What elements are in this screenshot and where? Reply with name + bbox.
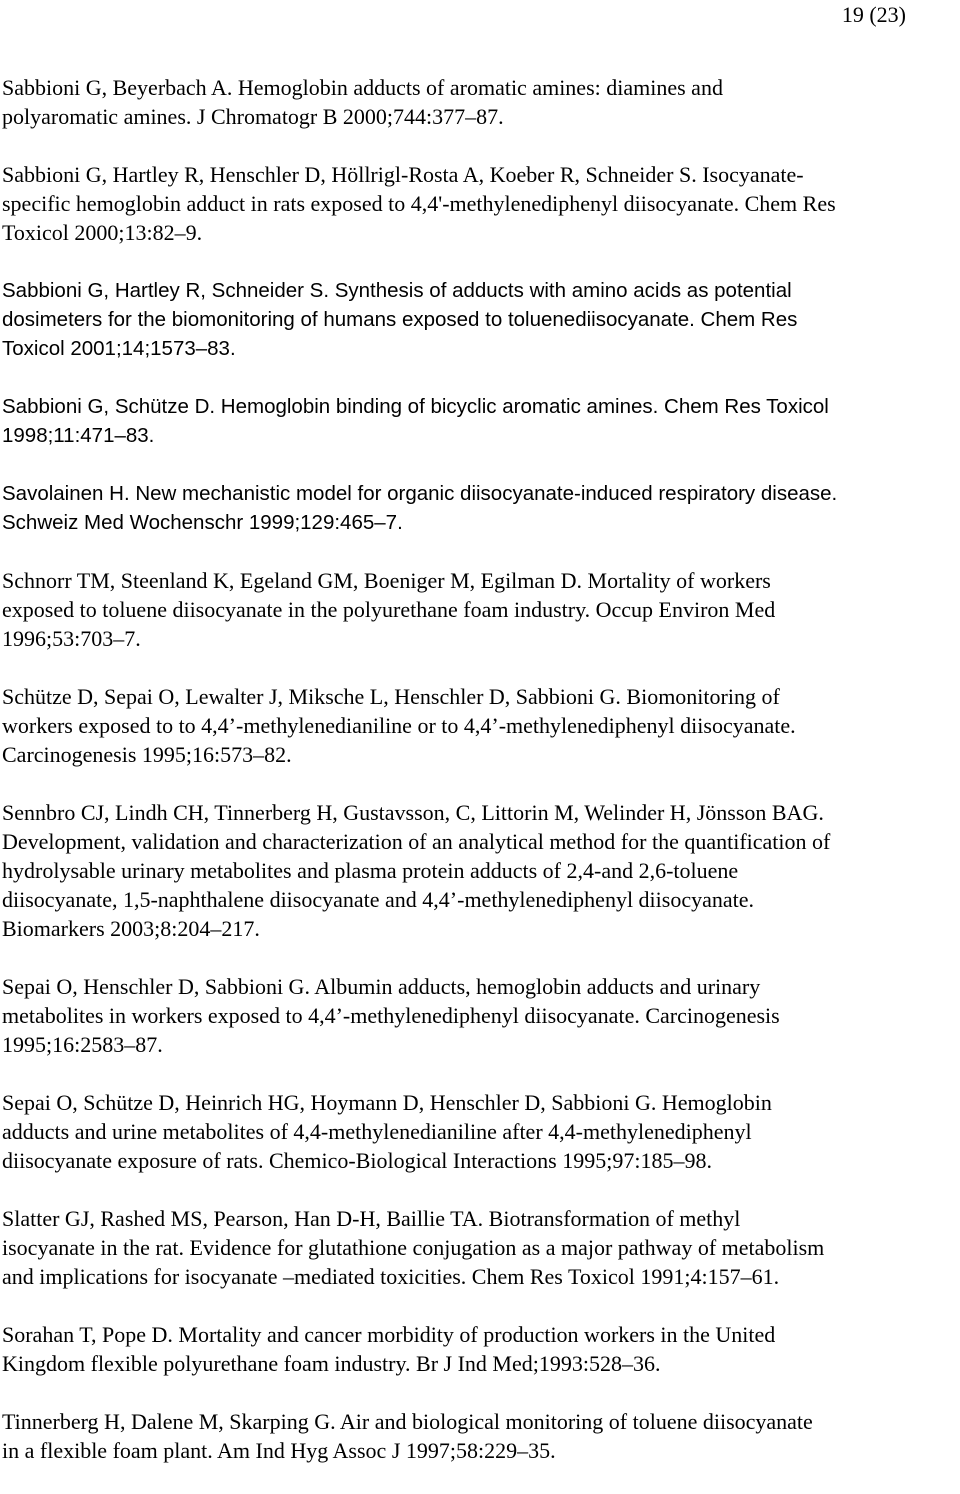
reference-list [2, 73, 960, 1494]
reference-line: metabolites in workers exposed to 4,4’-methylenediphenyl diisocyanate. Carcinogenesis [2, 1003, 780, 1028]
reference-line: Carcinogenesis 1995;16:573–82. [2, 742, 292, 767]
reference-line: Toxicol 2001;14;1573–83. [2, 337, 236, 360]
reference-entry [2, 1407, 960, 1465]
reference-entry [2, 1088, 960, 1175]
reference-line: 1995;16:2583–87. [2, 1032, 163, 1057]
reference-entry [2, 160, 960, 247]
reference-line: diisocyanate exposure of rats. Chemico-Biological Interactions 1995;97:185–98. [2, 1148, 712, 1173]
reference-line: in a flexible foam plant. Am Ind Hyg Assoc J 1997;58:229–35. [2, 1438, 556, 1463]
reference-line: 1998;11:471–83. [2, 424, 155, 447]
reference-line: workers exposed to to 4,4’-methylenedianiline or to 4,4’-methylenediphenyl diisocyanate. [2, 713, 796, 738]
reference-line: Development, validation and characterization of an analytical method for the quantification of [2, 829, 831, 854]
reference-line: Schütze D, Sepai O, Lewalter J, Miksche L, Henschler D, Sabbioni G. Biomonitoring of [2, 684, 780, 709]
reference-line: Schweiz Med Wochenschr 1999;129:465–7. [2, 511, 403, 534]
reference-line: Sorahan T, Pope D. Mortality and cancer morbidity of production workers in the United [2, 1322, 776, 1347]
reference-entry [2, 276, 960, 363]
reference-line: Sabbioni G, Schütze D. Hemoglobin binding of bicyclic aromatic amines. Chem Res Toxicol [2, 395, 829, 418]
reference-entry [2, 972, 960, 1059]
reference-entry [2, 73, 960, 131]
reference-line: adducts and urine metabolites of 4,4-methylenedianiline after 4,4-methylenediphenyl [2, 1119, 752, 1144]
reference-line: Sabbioni G, Beyerbach A. Hemoglobin adducts of aromatic amines: diamines and [2, 75, 723, 100]
reference-line: exposed to toluene diisocyanate in the polyurethane foam industry. Occup Environ Med [2, 597, 776, 622]
reference-line: Toxicol 2000;13:82–9. [2, 220, 203, 245]
reference-line: Sabbioni G, Hartley R, Schneider S. Synthesis of adducts with amino acids as potential [2, 279, 792, 302]
reference-line: Sepai O, Schütze D, Heinrich HG, Hoymann D, Henschler D, Sabbioni G. Hemoglobin [2, 1090, 772, 1115]
reference-line: Kingdom flexible polyurethane foam industry. Br J Ind Med;1993:528–36. [2, 1351, 661, 1376]
reference-entry [2, 1204, 960, 1291]
reference-line: isocyanate in the rat. Evidence for glutathione conjugation as a major pathway of metabolism [2, 1235, 825, 1260]
reference-line: Biomarkers 2003;8:204–217. [2, 916, 260, 941]
reference-entry [2, 392, 960, 450]
reference-line: Sennbro CJ, Lindh CH, Tinnerberg H, Gustavsson, C, Littorin M, Welinder H, Jönsson BAG. [2, 800, 824, 825]
reference-line: diisocyanate, 1,5-naphthalene diisocyanate and 4,4’-methylenediphenyl diisocyanate. [2, 887, 755, 912]
reference-line: dosimeters for the biomonitoring of humans exposed to toluenediisocyanate. Chem Res [2, 308, 798, 331]
reference-line: 1996;53:703–7. [2, 626, 141, 651]
reference-line: Slatter GJ, Rashed MS, Pearson, Han D-H, Baillie TA. Biotransformation of methyl [2, 1206, 741, 1231]
page-number: 19 (23) [841, 2, 906, 27]
reference-line: Tinnerberg H, Dalene M, Skarping G. Air and biological monitoring of toluene diisocyanate [2, 1409, 813, 1434]
reference-line: Sabbioni G, Hartley R, Henschler D, Höllrigl-Rosta A, Koeber R, Schneider S. Isocyanate- [2, 162, 804, 187]
reference-entry [2, 682, 960, 769]
reference-entry [2, 1320, 960, 1378]
reference-line: polyaromatic amines. J Chromatogr B 2000;744:377–87. [2, 104, 504, 129]
reference-line: hydrolysable urinary metabolites and plasma protein adducts of 2,4-and 2,6-toluene [2, 858, 739, 883]
reference-entry [2, 479, 960, 537]
reference-line: Savolainen H. New mechanistic model for organic diisocyanate-induced respiratory disease. [2, 482, 838, 505]
reference-line: Schnorr TM, Steenland K, Egeland GM, Boeniger M, Egilman D. Mortality of workers [2, 568, 771, 593]
reference-line: and implications for isocyanate –mediated toxicities. Chem Res Toxicol 1991;4:157–61. [2, 1264, 780, 1289]
reference-entry [2, 798, 960, 943]
reference-line: specific hemoglobin adduct in rats exposed to 4,4'-methylenediphenyl diisocyanate. Chem Res [2, 191, 836, 216]
reference-entry [2, 566, 960, 653]
reference-line: Sepai O, Henschler D, Sabbioni G. Albumin adducts, hemoglobin adducts and urinary [2, 974, 761, 999]
